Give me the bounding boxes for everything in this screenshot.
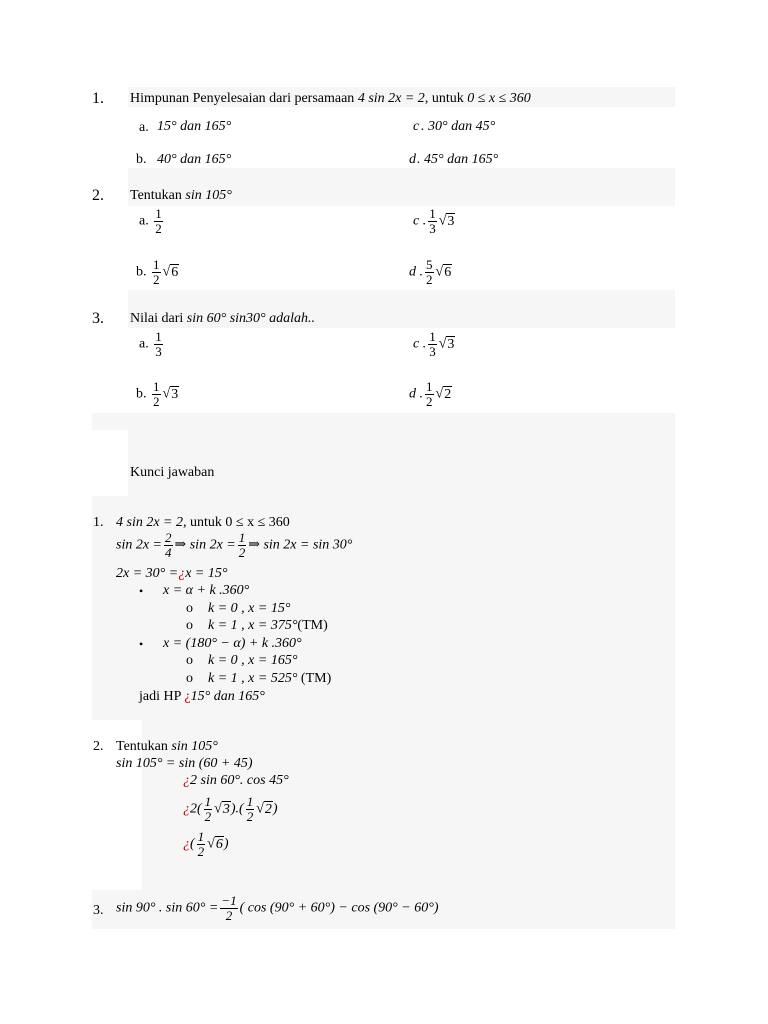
answer-1-bullet-2: • xyxy=(139,637,144,651)
q3-option-b-fraction: $\frac{1}{2}$ xyxy=(153,379,160,409)
question-1-text: Himpunan Penyelesaian dari persamaan xyxy=(130,91,355,106)
q2-option-b xyxy=(136,258,179,287)
answer-3-fraction: $\frac{-1}{2}$ xyxy=(221,893,237,923)
answer-1-sub-bullet-2: o xyxy=(186,618,193,633)
question-3-number: 3. xyxy=(92,310,104,327)
q3-option-b-root: √3 xyxy=(162,386,179,402)
q1-option-b: 40° dan 165° xyxy=(157,152,232,167)
question-1-condition-prefix: , untuk xyxy=(424,91,464,106)
answer-1-bullet-1: • xyxy=(139,584,144,598)
question-2-text: Tentukan xyxy=(130,188,182,203)
q3-option-c xyxy=(413,330,455,359)
shade-key-gap xyxy=(92,430,128,496)
q2-option-c xyxy=(413,207,455,236)
answer-1-case-2: x = (180° − α) + k .360° xyxy=(163,636,302,651)
q2-option-d-root: √6 xyxy=(435,264,452,280)
question-3-expr-tail: adalah.. xyxy=(269,311,316,326)
answer-2-frac-3: $\frac{1}{2}$ xyxy=(197,829,205,859)
q3-option-a xyxy=(139,330,165,359)
q1-option-b-label: b. xyxy=(136,152,147,167)
q1-option-c-label: c xyxy=(413,119,420,134)
q3-option-c-label: c . xyxy=(413,336,427,352)
question-1-line xyxy=(130,91,531,107)
answer-1-case-1b: k = 1 , x = 375°(TM) xyxy=(208,618,328,633)
q2-option-b-root: √6 xyxy=(162,264,179,280)
q3-option-a-label: a. xyxy=(139,336,149,352)
answer-2-line5: ¿( $\frac{1}{2}$ √6) xyxy=(183,829,229,859)
q3-option-c-root: √3 xyxy=(438,336,455,352)
q3-option-d-fraction: $\frac{1}{2}$ xyxy=(426,379,433,409)
answer-2-line3: ¿2 sin 60°. cos 45° xyxy=(183,773,289,788)
answer-2-line2: sin 105° = sin (60 + 45) xyxy=(116,756,253,771)
question-1-condition: 0 ≤ x ≤ 360 xyxy=(467,91,531,106)
answer-1-line1 xyxy=(116,515,290,531)
q2-option-d xyxy=(409,258,452,287)
q3-option-c-fraction: $\frac{1}{3}$ xyxy=(429,329,436,359)
answer-2-frac-2: $\frac{1}{2}$ xyxy=(246,794,254,824)
answer-2-line1: Tentukan sin 105° xyxy=(116,739,218,754)
question-2-line xyxy=(130,188,232,204)
answer-3-line: sin 90° . sin 60° = $\frac{-1}{2}$ ( cos (90° + 60°) − cos (90° − 60°) xyxy=(116,893,439,923)
q2-option-a-label: a. xyxy=(139,213,149,229)
q3-option-a-fraction: $\frac{1}{3}$ xyxy=(155,329,162,359)
q3-option-d-root: √2 xyxy=(435,386,452,402)
answer-1-line2: sin 2x = $\frac{2}{4}$ ⇒ sin 2x = $\frac{1}{2}$ ⇒ sin 2x = sin 30° xyxy=(116,530,353,560)
shade-key xyxy=(92,413,675,929)
question-3-line xyxy=(130,311,315,327)
q3-option-b-label: b. xyxy=(136,386,147,402)
q1-option-d-label: d xyxy=(409,152,416,167)
q2-option-b-fraction: $\frac{1}{2}$ xyxy=(153,257,160,287)
answer-3-number: 3. xyxy=(93,903,104,918)
q2-option-c-root: √3 xyxy=(438,213,455,229)
q3-option-d xyxy=(409,380,452,409)
answer-1-frac2: $\frac{1}{2}$ xyxy=(238,530,246,560)
answer-1-case-2b: k = 1 , x = 525° (TM) xyxy=(208,671,332,686)
answer-1-condition: , untuk 0 ≤ x ≤ 360 xyxy=(183,515,290,530)
q1-option-a: 15° dan 165° xyxy=(157,119,232,134)
answer-1-equation: 4 sin 2x = 2 xyxy=(116,515,183,530)
q2-option-a-fraction: $\frac{1}{2}$ xyxy=(155,206,162,236)
question-1-number: 1. xyxy=(92,90,104,107)
question-2-number: 2. xyxy=(92,187,104,204)
answer-2-number: 2. xyxy=(93,739,104,754)
q2-option-d-label: d . xyxy=(409,264,423,280)
q2-option-a xyxy=(139,207,165,236)
q3-option-d-label: d . xyxy=(409,386,423,402)
q2-option-b-label: b. xyxy=(136,264,147,280)
answer-1-case-1: x = α + k .360° xyxy=(163,583,250,598)
q2-option-c-label: c . xyxy=(413,213,427,229)
answer-1-case-2a: k = 0 , x = 165° xyxy=(208,653,298,668)
answer-1-sub-bullet-3: o xyxy=(186,653,193,668)
q2-option-c-fraction: $\frac{1}{3}$ xyxy=(429,206,436,236)
answer-1-case-1a: k = 0 , x = 15° xyxy=(208,601,291,616)
question-3-expr: sin 60° sin30° xyxy=(186,311,266,326)
question-1-equation: 4 sin 2x = 2 xyxy=(357,91,425,106)
answer-1-sub-bullet-4: o xyxy=(186,671,193,686)
answer-1-number: 1. xyxy=(93,515,104,530)
answer-2-frac-1: $\frac{1}{2}$ xyxy=(204,794,212,824)
answer-1-sub-bullet-1: o xyxy=(186,601,193,616)
q1-option-c: . 30° dan 45° xyxy=(421,119,496,134)
q1-option-d: . 45° dan 165° xyxy=(417,152,499,167)
answer-1-frac1: $\frac{2}{4}$ xyxy=(165,530,172,560)
answer-1-hp: jadi HP ¿15° dan 165° xyxy=(139,689,265,704)
question-3-text: Nilai dari xyxy=(130,311,184,326)
q2-option-d-fraction: $\frac{5}{2}$ xyxy=(426,257,433,287)
q3-option-b xyxy=(136,380,179,409)
answer-1-line3: 2x = 30° =¿x = 15° xyxy=(116,566,228,581)
answer-key-title: Kunci jawaban xyxy=(130,465,215,480)
q1-option-a-label: a. xyxy=(139,120,149,135)
question-2-expr: sin 105° xyxy=(185,188,232,203)
answer-2-line4: ¿2( $\frac{1}{2}$ √3).( $\frac{1}{2}$ √2) xyxy=(183,794,278,824)
